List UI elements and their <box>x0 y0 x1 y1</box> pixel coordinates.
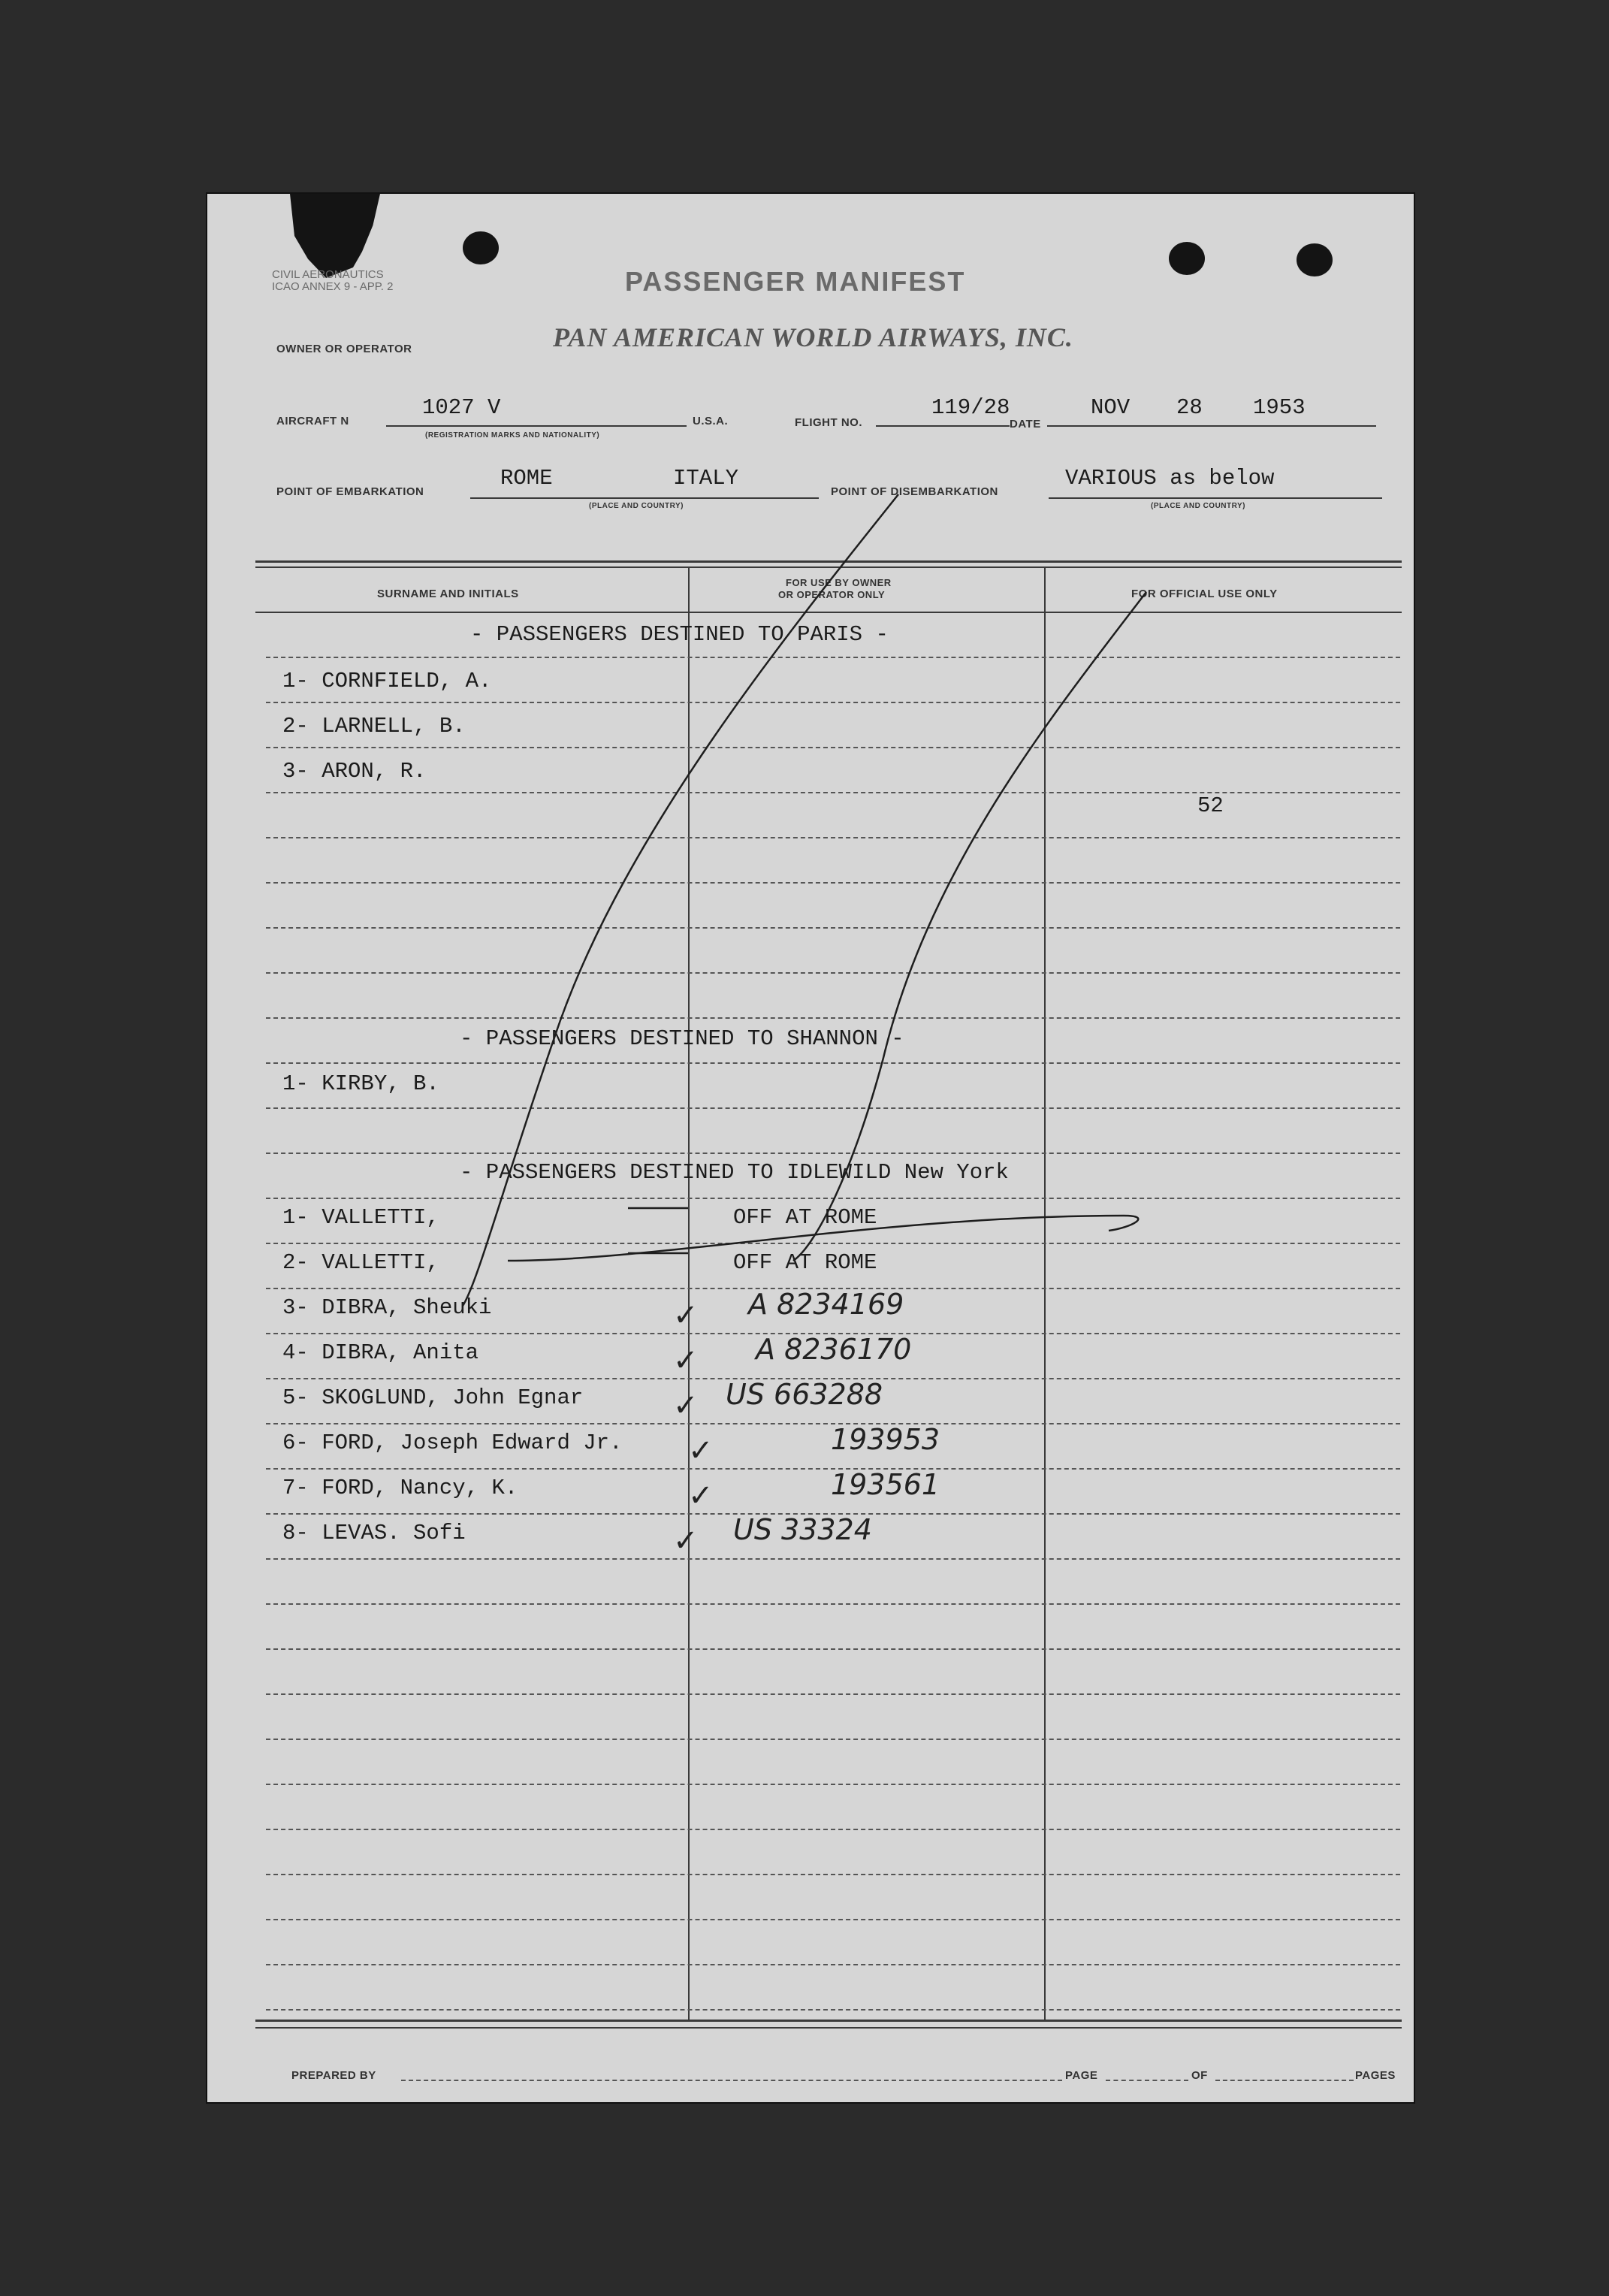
pages-label: PAGES <box>1355 2069 1396 2082</box>
disembark-value: VARIOUS as below <box>1065 466 1275 491</box>
section-heading-idlewild: - PASSENGERS DESTINED TO IDLEWILD New York <box>460 1160 1009 1185</box>
handwritten-number: US 33324 <box>733 1513 872 1546</box>
embark-country: ITALY <box>673 466 739 491</box>
owner-label: OWNER OR OPERATOR <box>276 343 412 355</box>
check-mark-icon: ✓ <box>688 1479 714 1512</box>
embark-label: POINT OF EMBARKATION <box>276 485 424 498</box>
stamp-line-2: ICAO ANNEX 9 - APP. 2 <box>272 280 394 293</box>
date-month: NOV <box>1091 395 1131 420</box>
passenger-row: 8- LEVAS. Sofi <box>282 1521 466 1545</box>
section-heading-paris: - PASSENGERS DESTINED TO PARIS - <box>470 622 889 647</box>
usa-label: U.S.A. <box>693 415 729 427</box>
passenger-row: 7- FORD, Nancy, K. <box>282 1476 518 1500</box>
section-heading-shannon: - PASSENGERS DESTINED TO SHANNON - <box>460 1026 904 1051</box>
disembark-caption: (PLACE AND COUNTRY) <box>1151 502 1245 510</box>
owner-note: OFF AT ROME <box>733 1250 877 1275</box>
check-mark-icon: ✓ <box>673 1389 699 1422</box>
passenger-row: 4- DIBRA, Anita <box>282 1340 479 1365</box>
col-header-official: FOR OFFICIAL USE ONLY <box>1131 588 1278 600</box>
handwritten-strokes <box>207 194 1414 2102</box>
check-mark-icon: ✓ <box>673 1524 699 1557</box>
check-mark-icon: ✓ <box>673 1299 699 1332</box>
handwritten-number: A 8234169 <box>748 1288 904 1321</box>
handwritten-number: US 663288 <box>726 1378 883 1411</box>
col-header-owner-2: OR OPERATOR ONLY <box>778 589 886 600</box>
handwritten-number: 193561 <box>831 1468 940 1501</box>
col-header-owner-1: FOR USE BY OWNER <box>786 577 892 588</box>
passenger-row: 1- VALLETTI, <box>282 1205 439 1230</box>
aircraft-label: AIRCRAFT N <box>276 415 349 427</box>
disembark-label: POINT OF DISEMBARKATION <box>831 485 998 498</box>
registration-caption: (REGISTRATION MARKS AND NATIONALITY) <box>425 431 600 440</box>
flight-value: 119/28 <box>931 395 1010 420</box>
check-mark-icon: ✓ <box>688 1434 714 1467</box>
date-day: 28 <box>1176 395 1203 420</box>
form-title: PASSENGER MANIFEST <box>625 266 966 297</box>
passenger-row: 6- FORD, Joseph Edward Jr. <box>282 1430 623 1455</box>
passenger-row: 1- KIRBY, B. <box>282 1071 439 1096</box>
passenger-row: 5- SKOGLUND, John Egnar <box>282 1385 584 1410</box>
date-label: DATE <box>1010 418 1041 430</box>
passenger-row: 2- LARNELL, B. <box>282 714 466 739</box>
passenger-row: 3- DIBRA, Sheuki <box>282 1295 492 1320</box>
embark-caption: (PLACE AND COUNTRY) <box>589 502 684 510</box>
handwritten-number: A 8236170 <box>756 1333 912 1366</box>
col-header-surname: SURNAME AND INITIALS <box>377 588 519 600</box>
page-label: PAGE <box>1065 2069 1098 2082</box>
passenger-row: 2- VALLETTI, <box>282 1250 439 1275</box>
manifest-sheet <box>207 194 1414 2102</box>
passenger-row: 1- CORNFIELD, A. <box>282 669 492 693</box>
owner-note: OFF AT ROME <box>733 1205 877 1230</box>
official-number: 52 <box>1197 793 1224 818</box>
owner-value: PAN AMERICAN WORLD AIRWAYS, INC. <box>553 322 1073 352</box>
passenger-row: 3- ARON, R. <box>282 759 427 784</box>
check-mark-icon: ✓ <box>673 1344 699 1377</box>
of-label: OF <box>1191 2069 1208 2082</box>
stamp-line-1: CIVIL AERONAUTICS <box>272 268 384 281</box>
date-year: 1953 <box>1253 395 1306 420</box>
embark-city: ROME <box>500 466 553 491</box>
handwritten-number: 193953 <box>831 1423 940 1456</box>
prepared-by-label: PREPARED BY <box>291 2069 376 2082</box>
flight-label: FLIGHT NO. <box>795 416 862 429</box>
aircraft-value: 1027 V <box>422 395 501 420</box>
